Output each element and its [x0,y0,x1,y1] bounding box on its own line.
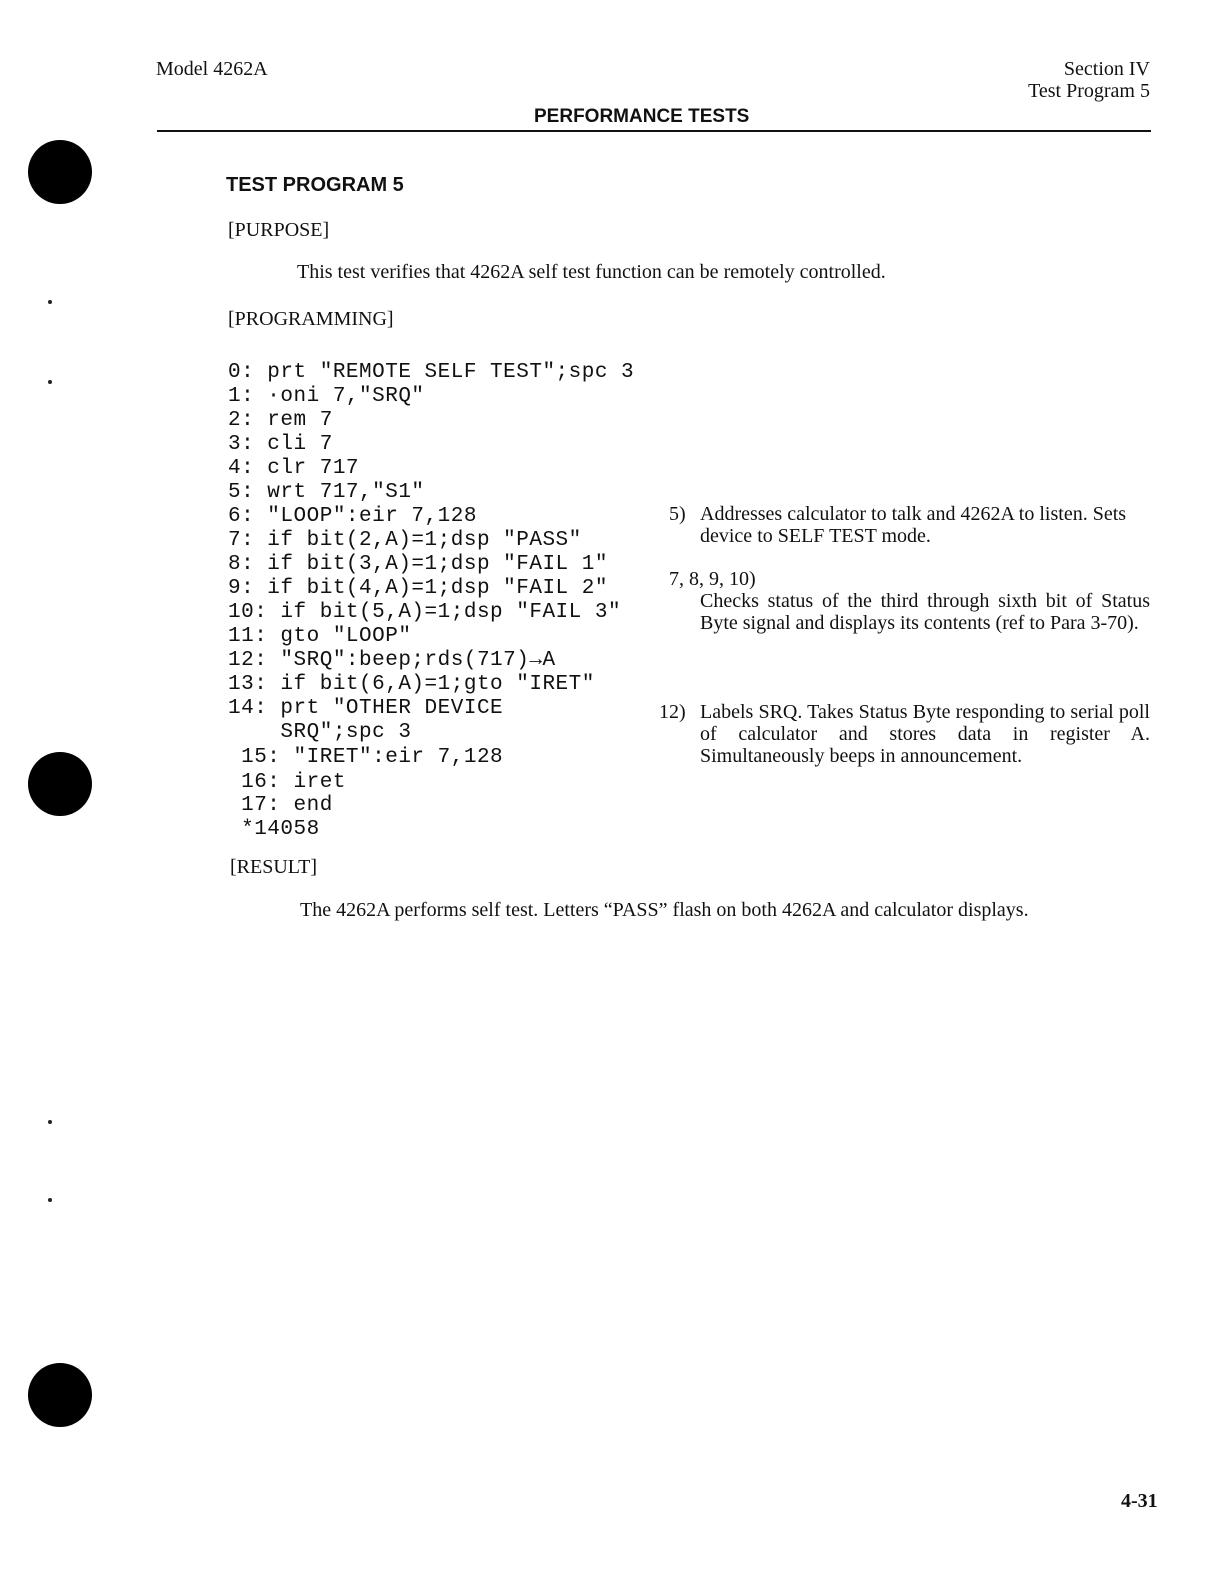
code-line-10: 10: if bit(5,A)=1;dsp "FAIL 3" [228,601,622,624]
code-line-17: 17: end [228,794,333,817]
note-7-10 [659,568,1151,660]
code-line-15: 15: "IRET":eir 7,128 [228,746,504,769]
code-line-6: 6: "LOOP":eir 7,128 [228,505,477,528]
note-5-number: 5) [669,503,686,525]
code-line-11: 11: gto "LOOP" [228,625,412,648]
code-line-9: 9: if bit(4,A)=1;dsp "FAIL 2" [228,577,608,600]
model-label: Model 4262A [156,58,268,80]
programming-heading: [PROGRAMMING] [228,308,394,330]
result-heading: [RESULT] [230,856,318,878]
scan-speck [48,300,52,304]
code-line-8: 8: if bit(3,A)=1;dsp "FAIL 1" [228,553,608,576]
page-title: TEST PROGRAM 5 [226,174,404,196]
code-line-14: 14: prt "OTHER DEVICE [228,697,504,720]
note-12-text: Labels SRQ. Takes Status Byte responding to serial poll of calculator and stores data in register A. Simultaneously beeps in announcement. [700,701,1150,767]
scan-speck [48,380,52,384]
subsection-label: Test Program 5 [1028,80,1150,102]
note-5-text: Addresses calculator to talk and 4262A to listen. Sets device to SELF TEST mode. [700,503,1127,547]
section-label: Section IV [1063,58,1150,80]
code-line-4: 4: clr 717 [228,457,360,480]
code-line-2: 2: rem 7 [228,409,333,432]
note-12-number: 12) [659,701,686,723]
binder-hole-top [28,140,92,204]
binder-hole-middle [28,752,92,816]
note-5 [659,503,1151,553]
note-12 [659,701,1151,771]
purpose-heading: [PURPOSE] [228,219,330,241]
scan-speck [48,1198,52,1202]
code-line-3: 3: cli 7 [228,433,333,456]
checksum-line: *14058 [228,818,320,841]
binder-hole-bottom [28,1363,92,1427]
code-line-13: 13: if bit(6,A)=1;gto "IRET" [228,673,595,696]
page-number: 4-31 [1121,1490,1158,1512]
code-line-14-cont: SRQ";spc 3 [228,721,412,744]
header-rule [157,130,1151,132]
code-line-1: 1: ·oni 7,"SRQ" [228,385,425,408]
purpose-text: This test verifies that 4262A self test function can be remotely controlled. [297,261,886,283]
running-title: PERFORMANCE TESTS [534,106,750,127]
code-line-7: 7: if bit(2,A)=1;dsp "PASS" [228,529,582,552]
note-7-10-text: Checks status of the third through sixth bit of Status Byte signal and displays its contents (ref to Para 3-70). [700,590,1150,634]
code-line-0: 0: prt "REMOTE SELF TEST";spc 3 [228,361,635,384]
code-line-16: 16: iret [228,771,346,794]
note-7-10-number: 7, 8, 9, 10) [669,568,756,590]
scan-speck [48,1120,52,1124]
result-text: The 4262A performs self test. Letters “PASS” flash on both 4262A and calculator displays. [300,899,1029,921]
code-line-12: 12: "SRQ":beep;rds(717)→A [228,649,556,672]
code-line-5: 5: wrt 717,"S1" [228,481,425,504]
